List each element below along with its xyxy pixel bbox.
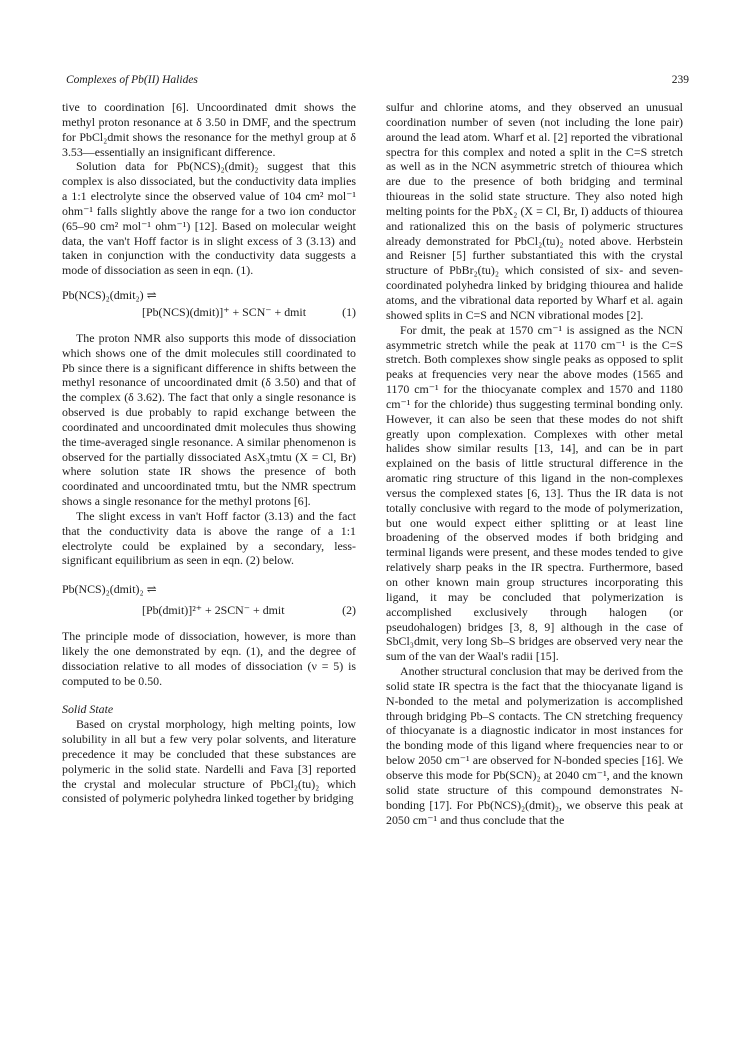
paragraph: Solution data for Pb(NCS)₂(dmit)₂ suggest that this complex is also dissociated, but the conductivity data implies a 1:1 electrolyte since the observed value of 104 cm² mol⁻¹ ohm⁻¹ falls slightly above the range for a two ion conductor (65–90 cm² mol⁻¹ ohm⁻¹) [12]. Based on molecular weight data, the van't Hoff factor is in slight excess of 3 (3.13) and taken in conjunction with the conductivity data suggests a mode of dissociation as seen in eqn. (1). [62, 159, 356, 278]
equation-1 [62, 288, 356, 320]
equation-rhs: [Pb(dmit)]²⁺ + 2SCN⁻ + dmit [142, 603, 285, 618]
paragraph: For dmit, the peak at 1570 cm⁻¹ is assigned as the NCN asymmetric stretch while the peak at 1170 cm⁻¹ is the C=S stretch. Both complexes show single peaks as opposed to split peaks at frequencies very near the above modes (1565 and 1170 cm⁻¹ for the thiocyanate complex and 1570 and 1180 cm⁻¹ for the chloride) thus suggesting terminal bonding only. However, it can also be seen that these modes do not shift greatly upon complexation. Complexes with other metal halides show similar results [13, 14], and can be in part explained on the basis of little structural difference in the aromatic ring structure of this ligand in the non-complexes versus the complexed states [6, 13]. Thus the IR data is not totally conclusive with regard to the mode of polymerization, but one would expect either splitting or at least line broadening of the observed modes if both bridging and terminal ligands were present, and these modes tended to give relatively sharp peaks in the IR spectra. Furthermore, based on other known main group structures incorporating this ligand, it may be concluded that polymerization is accomplished exclusively through halogen (or pseudohalogen) bridges [3, 8, 9] although in the case of SbCl₃dmit, very long Sb–S bridges are observed very near the sum of the van der Waal's radii [15]. [386, 322, 683, 664]
right-column [386, 100, 683, 827]
paragraph: The principle mode of dissociation, however, is more than likely the one demonstrated by eqn. (1), and the degree of dissociation relative to all modes of dissociation (ν = 5) is computed to be 0.50. [62, 629, 356, 688]
paragraph: tive to coordination [6]. Uncoordinated dmit shows the methyl proton resonance at δ 3.50 in DMF, and the spectrum for PbCl₂dmit shows the resonance for the methyl group at δ 3.53—essentially an insignificant difference. [62, 100, 356, 159]
equation-lhs: Pb(NCS)₂(dmit₂) ⇌ [62, 288, 157, 303]
left-column [62, 100, 356, 806]
paragraph: The slight excess in van't Hoff factor (3.13) and the fact that the conductivity data is above the range of a 1:1 electrolyte could be explained by a secondary, less-significant equilibrium as seen in eqn. (2) below. [62, 508, 356, 568]
equation-number: (2) [342, 603, 356, 618]
running-title: Complexes of Pb(II) Halides [66, 74, 198, 86]
equation-rhs: [Pb(NCS)(dmit)]⁺ + SCN⁻ + dmit [142, 304, 307, 319]
equation-number: (1) [342, 304, 356, 319]
paragraph: Based on crystal morphology, high melting points, low solubility in all but a few very polar solvents, and literature precedence it may be concluded that these substances are polymeric in the solid state. Nardelli and Fava [3] reported the crystal and molecular structure of PbCl₂(tu)₂ which consisted of polymeric polyhedra linked together by bridging [62, 717, 356, 806]
equation-2 [62, 582, 356, 618]
equation-lhs: Pb(NCS)₂(dmit)₂ ⇌ [62, 582, 157, 597]
paragraph: Another structural conclusion that may be derived from the solid state IR spectra is the fact that the thiocyanate ligand is N-bonded to the metal and polymerization is accomplished through bridging Pb–S contacts. The CN stretching frequency of thiocyanate is a diagnostic indicator in most instances for the bonding mode of this ligand where frequencies near to or below 2050 cm⁻¹ are observed for N-bonded species [16]. We observe this mode for Pb(SCN)₂ at 2040 cm⁻¹, and the known solid state structure of this compound demonstrates N-bonding [17]. For Pb(NCS)₂(dmit)₂, we observe this peak at 2050 cm⁻¹ and thus conclude that the [386, 664, 683, 827]
section-title: Solid State [62, 702, 114, 717]
paragraph: The proton NMR also supports this mode of dissociation which shows one of the dmit molecules still coordinated to Pb since there is a significant difference in shifts between the methyl resonance of uncoordinated dmit (δ 3.50) and that of the complex (δ 3.62). The fact that only a single resonance is observed is due probably to rapid exchange between the coordinated and uncoordinated dmit molecules thus showing the time-averaged single resonance. A similar phenomenon is observed for the partially dissociated AsX₃tmtu (X = Cl, Br) where solution state IR shows the presence of both coordinated and uncoordinated tmtu, but the NMR spectrum shows a single resonance for the methyl protons [6]. [62, 330, 356, 509]
page-number: 239 [671, 74, 689, 86]
paragraph: sulfur and chlorine atoms, and they observed an unusual coordination number of seven (not including the lone pair) around the lead atom. Wharf et al. [2] reported the vibrational spectra for this complex and noted a split in the C=S stretch as well as in the NCN asymmetric stretch of thiourea which are due to the presence of both bridging and terminal thioureas in the solid state structure. They also noted high melting points for the PbX₂ (X = Cl, Br, I) adducts of thiourea and rationalized this on the basis of polymeric structures already demonstrated for PbCl₂(tu)₂ noted above. Herbstein and Reisner [5] further substantiated this with the crystal structure of PbBr₂(tu)₂ which consisted of six- and seven-coordinated polyhedra linked by bridging thiourea and halide atoms, and the vibrational data reported by Wharf et al. again showed splits in C=S and NCN vibrational modes [2]. [386, 100, 683, 322]
